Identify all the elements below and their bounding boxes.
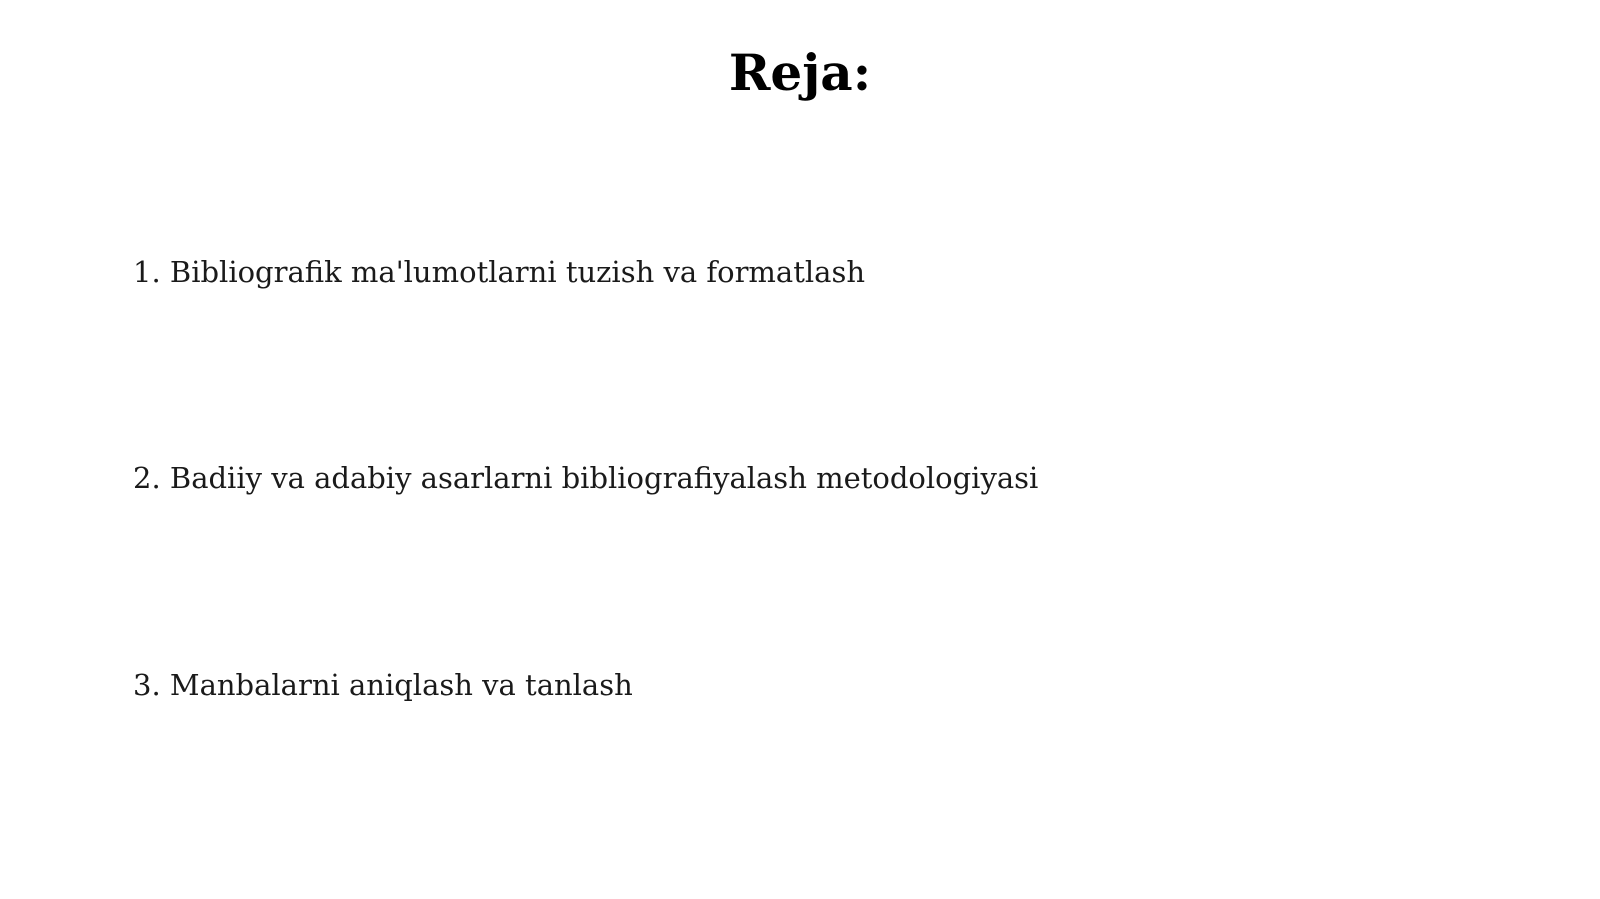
plan-item-2 bbox=[133, 458, 1038, 498]
plan-item-1 bbox=[133, 252, 865, 292]
plan-item-number: 2. bbox=[133, 461, 161, 495]
plan-item-text: Badiiy va adabiy asarlarni bibliografiyalash metodologiyasi bbox=[169, 461, 1039, 495]
plan-item-3 bbox=[133, 665, 633, 705]
plan-item-text: Manbalarni aniqlash va tanlash bbox=[169, 668, 633, 702]
plan-item-text: Bibliografik ma'lumotlarni tuzish va formatlash bbox=[169, 255, 865, 289]
plan-item-number: 3. bbox=[133, 668, 161, 702]
plan-item-number: 1. bbox=[133, 255, 161, 289]
slide-title: Reja: bbox=[728, 43, 872, 102]
